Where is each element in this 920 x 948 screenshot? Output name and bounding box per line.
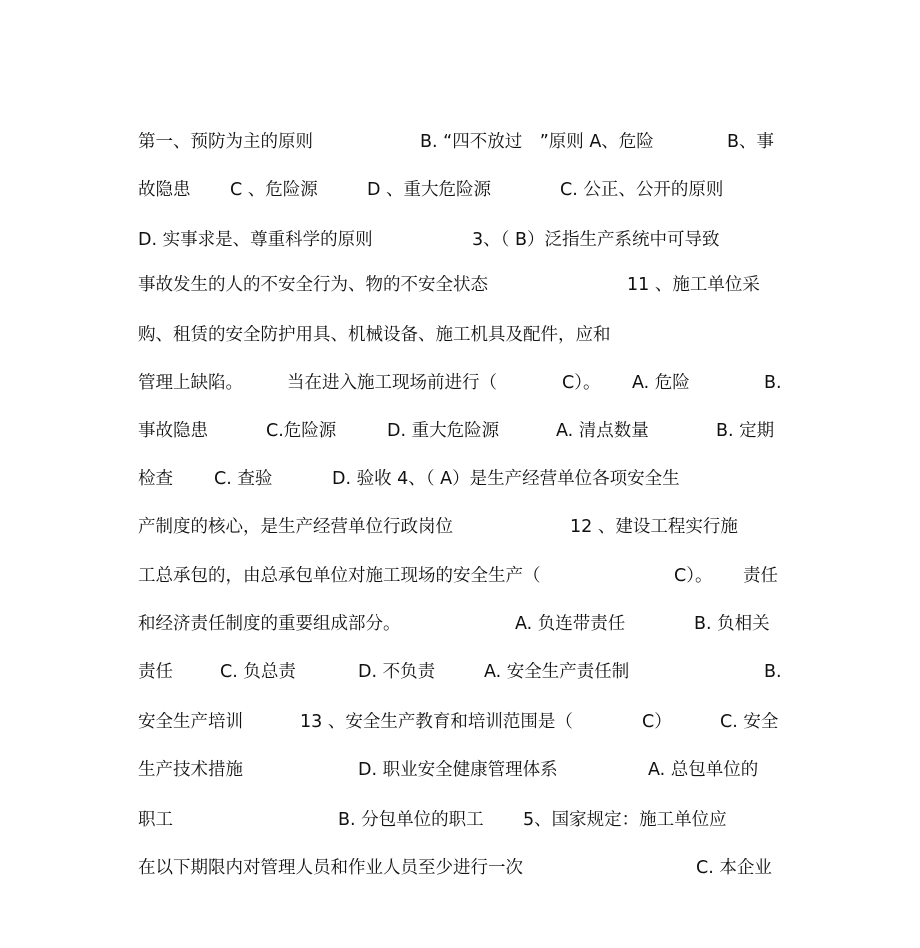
line-6-segment-3: C）。 (562, 373, 601, 393)
line-16-segment-1: 在以下期限内对管理人员和作业人员至少进行一次 (138, 858, 523, 878)
line-12-segment-3: D. 不负责 (358, 662, 436, 682)
line-15-segment-1: 职工 (138, 810, 173, 830)
line-7-segment-1: 事故隐患 (138, 421, 208, 441)
line-1-segment-2: B. “四不放过 ”原则 A、危险 (420, 132, 654, 152)
line-6-segment-4: A. 危险 (632, 373, 690, 393)
line-7-segment-5: B. 定期 (716, 421, 775, 441)
line-14-segment-1: 生产技术措施 (138, 760, 243, 780)
line-11-segment-2: A. 负连带责任 (515, 614, 626, 634)
line-13-segment-3: C） (642, 712, 672, 732)
line-6-segment-5: B. (764, 373, 782, 393)
line-8-segment-2: C. 查验 (214, 469, 273, 489)
line-12-segment-5: B. (764, 662, 782, 682)
line-10-segment-2: C）。 (674, 566, 713, 586)
line-4-segment-1: 事故发生的人的不安全行为、物的不安全状态 (138, 275, 488, 295)
line-12-segment-1: 责任 (138, 662, 173, 682)
line-4-segment-2: 11 、施工单位采 (627, 275, 760, 295)
line-13-segment-1: 安全生产培训 (138, 712, 243, 732)
line-6-segment-1: 管理上缺陷。 (138, 373, 243, 393)
line-2-segment-1: 故隐患 (138, 180, 191, 200)
line-12-segment-2: C. 负总责 (220, 662, 296, 682)
line-8-segment-3: D. 验收 4、（ A）是生产经营单位各项安全生 (332, 469, 680, 489)
line-6-segment-2: 当在进入施工现场前进行（ (287, 373, 497, 393)
line-3-segment-2: 3、（ B）泛指生产系统中可导致 (472, 230, 720, 250)
line-7-segment-3: D. 重大危险源 (387, 421, 500, 441)
line-2-segment-2: C 、危险源 (230, 180, 318, 200)
line-10-segment-3: 责任 (743, 566, 778, 586)
line-1-segment-1: 第一、预防为主的原则 (138, 132, 313, 152)
line-5-segment-1: 购、租赁的安全防护用具、机械设备、施工机具及配件，应和 (138, 325, 611, 345)
line-14-segment-3: A. 总包单位的 (648, 760, 759, 780)
line-2-segment-3: D 、重大危险源 (367, 180, 492, 200)
line-11-segment-1: 和经济责任制度的重要组成部分。 (138, 614, 401, 634)
line-14-segment-2: D. 职业安全健康管理体系 (358, 760, 558, 780)
line-12-segment-4: A. 安全生产责任制 (484, 662, 630, 682)
line-1-segment-3: B、事 (727, 132, 775, 152)
line-7-segment-4: A. 清点数量 (556, 421, 649, 441)
line-3-segment-1: D. 实事求是、尊重科学的原则 (138, 230, 373, 250)
line-2-segment-4: C. 公正、公开的原则 (560, 180, 724, 200)
line-13-segment-4: C. 安全 (720, 712, 779, 732)
line-16-segment-2: C. 本企业 (696, 858, 772, 878)
line-13-segment-2: 13 、安全生产教育和培训范围是（ (300, 712, 573, 732)
line-7-segment-2: C.危险源 (266, 421, 337, 441)
line-9-segment-2: 12 、建设工程实行施 (570, 517, 738, 537)
line-15-segment-3: 5、国家规定：施工单位应 (523, 810, 727, 830)
line-9-segment-1: 产制度的核心，是生产经营单位行政岗位 (138, 517, 453, 537)
line-8-segment-1: 检查 (138, 469, 173, 489)
line-15-segment-2: B. 分包单位的职工 (338, 810, 484, 830)
line-10-segment-1: 工总承包的，由总承包单位对施工现场的安全生产（ (138, 566, 541, 586)
line-11-segment-3: B. 负相关 (694, 614, 770, 634)
